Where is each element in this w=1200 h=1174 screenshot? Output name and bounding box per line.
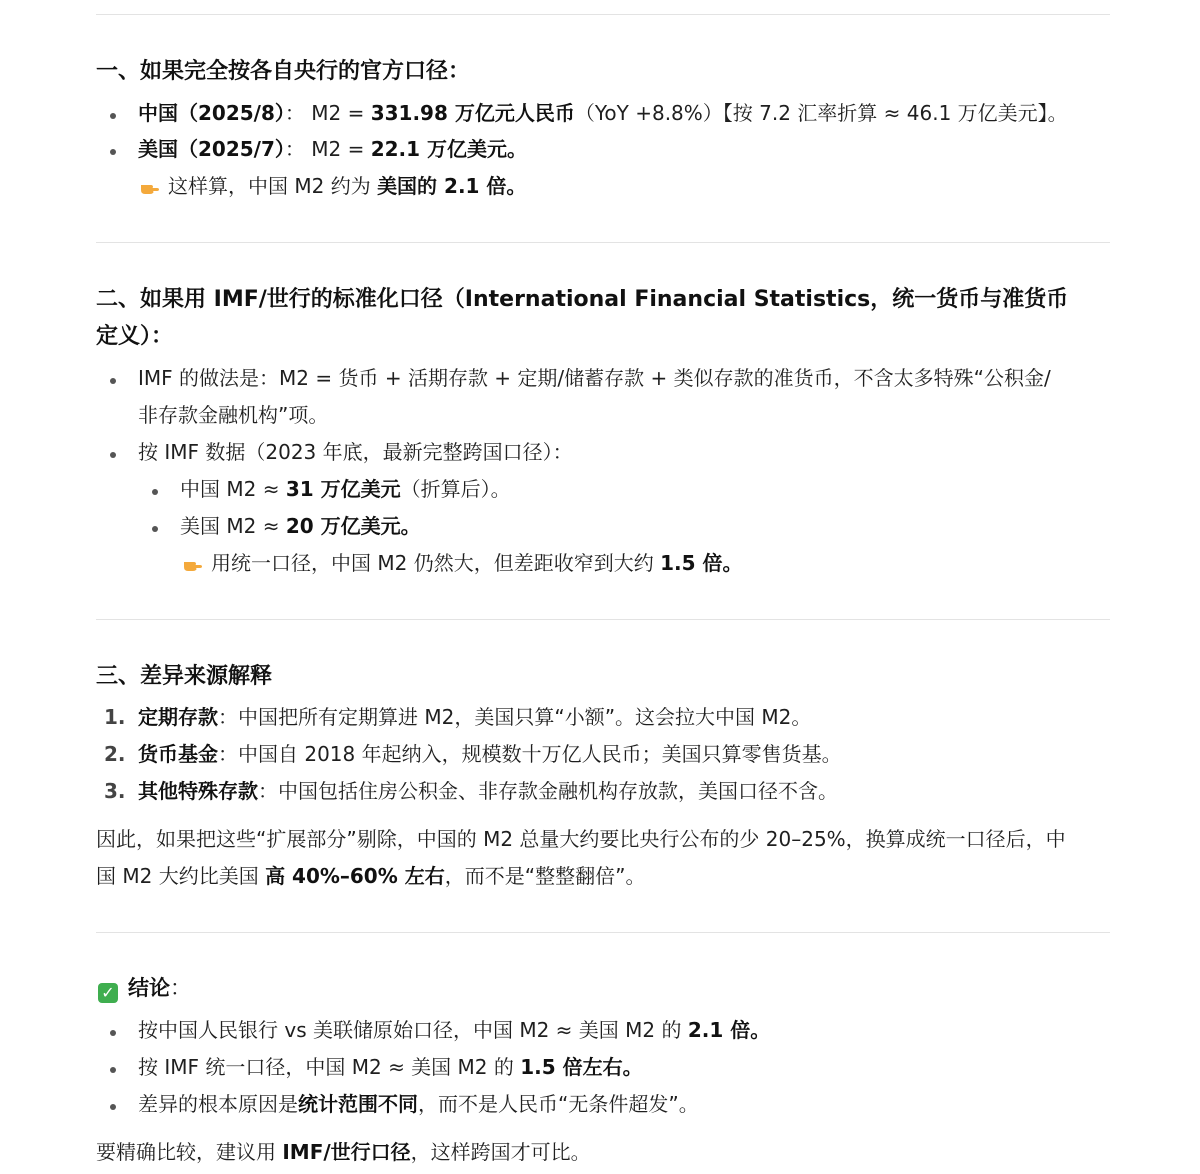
sub-text: 中国 M2 ≈	[180, 477, 286, 501]
list-number: 2.	[104, 742, 126, 766]
conclusion-heading	[98, 970, 191, 1007]
pointing-hand-icon	[183, 556, 203, 572]
bullet	[110, 1067, 116, 1073]
section2-heading	[96, 281, 1110, 355]
item-label: 定期存款	[138, 705, 218, 729]
section3-item-1	[138, 699, 811, 736]
note-bold: 1.5 倍。	[660, 551, 743, 575]
bullet	[110, 1030, 116, 1036]
sub-text: （折算后）。	[400, 477, 511, 501]
section2-item2: 按 IMF 数据（2023 年底，最新完整跨国口径）：	[138, 440, 573, 464]
section2-item1-line1: IMF 的做法是：M2 = 货币 + 活期存款 + 定期/储蓄存款 + 类似存款的准货币，不含太多特殊“公积金/	[138, 366, 1051, 390]
section1-item-china	[138, 95, 1068, 132]
divider	[96, 619, 1110, 620]
item-text: 按中国人民银行 vs 美联储原始口径，中国 M2 ≈ 美国 M2 的	[138, 1018, 688, 1042]
section3-item-2	[138, 736, 842, 773]
item-tail: （YoY +8.8%）【按 7.2 汇率折算 ≈ 46.1 万亿美元】。	[574, 101, 1068, 125]
heading-line: 二、如果用 IMF/世行的标准化口径（International Financial Statistics，统一货币与准货币	[96, 287, 1069, 312]
item-bold: 2.1 倍。	[687, 1018, 771, 1042]
note-text: 这样算，中国 M2 约为	[168, 174, 378, 198]
section3-item-3	[138, 773, 838, 810]
item-value: 22.1 万亿美元。	[370, 137, 528, 161]
final-text: ，这样跨国才可比。	[410, 1140, 591, 1164]
conclusion-colon: ：	[170, 976, 191, 1000]
section1-heading: 一、如果完全按各自央行的官方口径：	[96, 59, 471, 84]
item-sep: ： M2 =	[284, 137, 371, 161]
divider	[96, 932, 1110, 933]
list-number: 3.	[104, 779, 126, 803]
bullet	[110, 113, 116, 119]
section2-item1-line2: 非存款金融机构”项。	[138, 403, 329, 427]
section1-item-us	[138, 131, 527, 168]
conclusion-item-2	[138, 1049, 643, 1086]
item-label: 中国（2025/8）	[138, 101, 285, 125]
bullet	[110, 149, 116, 155]
bullet	[110, 1104, 116, 1110]
item-text: 按 IMF 统一口径，中国 M2 ≈ 美国 M2 的	[138, 1055, 521, 1079]
sub-bullet	[152, 526, 158, 532]
heading-line: 定义）：	[96, 324, 174, 349]
section3-paragraph-line2	[96, 858, 645, 895]
conclusion-label: 结论	[128, 976, 170, 1000]
item-label: 美国（2025/7）	[138, 137, 285, 161]
final-bold: IMF/世行口径	[282, 1140, 411, 1164]
item-text: ：中国包括住房公积金、非存款金融机构存放款，美国口径不含。	[258, 779, 838, 803]
section2-sub-china	[180, 471, 511, 508]
divider	[96, 14, 1110, 15]
note-bold: 美国的 2.1 倍。	[377, 174, 527, 198]
section2-sub-us	[180, 508, 421, 545]
item-sep: ： M2 =	[284, 101, 371, 125]
section3-paragraph-line1: 因此，如果把这些“扩展部分”剔除，中国的 M2 总量大约要比央行公布的少 20–25%，换算成统一口径后，中	[96, 827, 1066, 851]
sub-text: 美国 M2 ≈	[180, 514, 286, 538]
item-label: 其他特殊存款	[138, 779, 258, 803]
sub-bold: 20 万亿美元。	[285, 514, 421, 538]
final-text: 要精确比较，建议用	[96, 1140, 283, 1164]
para-text: ，而不是“整整翻倍”。	[444, 864, 646, 888]
section2-note	[183, 545, 742, 582]
section3-heading: 三、差异来源解释	[96, 664, 273, 689]
para-bold: 高 40%–60% 左右	[265, 864, 445, 888]
conclusion-item-3	[138, 1086, 699, 1123]
item-label: 货币基金	[138, 742, 218, 766]
para-text: 国 M2 大约比美国	[96, 864, 266, 888]
bullet	[110, 378, 116, 384]
item-bold: 1.5 倍左右。	[520, 1055, 643, 1079]
divider	[96, 242, 1110, 243]
item-text: 差异的根本原因是	[138, 1092, 298, 1116]
item-bold: 统计范围不同	[298, 1092, 418, 1116]
item-text: ：中国把所有定期算进 M2，美国只算“小额”。这会拉大中国 M2。	[218, 705, 812, 729]
sub-bullet	[152, 489, 158, 495]
item-text: ，而不是人民币“无条件超发”。	[418, 1092, 699, 1116]
section1-note	[140, 168, 526, 205]
item-value: 331.98 万亿元人民币	[370, 101, 575, 125]
note-text: 用统一口径，中国 M2 仍然大，但差距收窄到大约	[211, 551, 661, 575]
bullet	[110, 452, 116, 458]
sub-bold: 31 万亿美元	[285, 477, 401, 501]
item-text: ：中国自 2018 年起纳入，规模数十万亿人民币；美国只算零售货基。	[218, 742, 842, 766]
conclusion-item-1	[138, 1012, 770, 1049]
list-number: 1.	[104, 705, 126, 729]
check-mark-icon: ✓	[98, 983, 118, 1003]
final-sentence	[96, 1134, 591, 1171]
pointing-hand-icon	[140, 179, 160, 195]
